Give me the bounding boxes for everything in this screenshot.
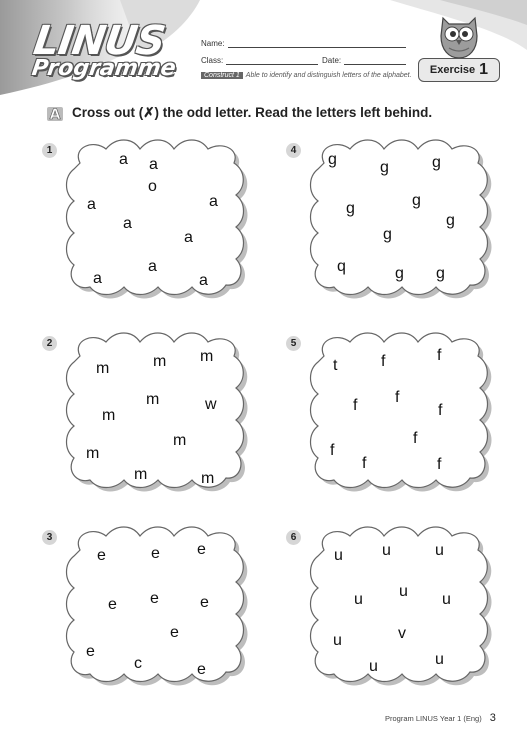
letter-item[interactable]: a [93,270,102,287]
letter-item[interactable]: g [432,154,441,171]
svg-text:A: A [49,107,61,122]
letter-item[interactable]: e [200,594,209,611]
letter-item[interactable]: e [86,643,95,660]
exercise-number: 1 [479,61,489,78]
instruction-text: Cross out (✗) the odd letter. Read the letters left behind. [72,105,433,120]
letter-item[interactable]: g [436,265,445,282]
letter-item[interactable]: f [381,353,386,370]
page-number: 3 [489,712,496,724]
question-number: 3 [42,530,57,545]
letter-item[interactable]: u [442,591,451,608]
question-number: 1 [42,143,57,158]
letter-item[interactable]: m [146,391,160,408]
letter-item[interactable]: e [197,541,206,558]
letter-item[interactable]: e [197,661,206,678]
footer-book-title: Program LINUS Year 1 (Eng) [385,713,482,723]
letter-item[interactable]: t [333,357,338,374]
letter-item[interactable]: u [354,591,363,608]
letter-item[interactable]: f [395,389,400,406]
letter-item[interactable]: a [123,215,132,232]
date-field[interactable] [344,64,406,65]
letter-item[interactable]: m [102,407,116,424]
owl-mascot-icon [437,14,481,60]
name-label: Name: [201,39,225,48]
letter-item[interactable]: g [395,265,404,282]
letter-item[interactable]: e [151,545,160,562]
letter-item[interactable]: u [333,632,342,649]
letter-cloud [306,330,492,494]
letter-item[interactable]: g [380,159,389,176]
letter-item[interactable]: g [412,192,421,209]
linus-logo [16,10,178,81]
logo-line1: LINUS [30,18,168,64]
letter-item[interactable]: m [134,466,148,483]
letter-item[interactable]: g [446,212,455,229]
letter-item[interactable]: m [200,348,214,365]
letter-item[interactable]: e [108,596,117,613]
letter-item[interactable]: a [119,151,128,168]
letter-item[interactable]: q [337,258,346,275]
letter-item[interactable]: e [150,590,159,607]
letter-item[interactable]: c [134,655,142,672]
exercise-badge [418,58,500,82]
letter-item[interactable]: m [86,445,100,462]
instruction [46,104,432,122]
question-number: 5 [286,336,301,351]
question-number: 2 [42,336,57,351]
letter-item[interactable]: e [97,547,106,564]
letter-item[interactable]: u [334,547,343,564]
letter-item[interactable]: f [330,442,335,459]
letter-item[interactable]: f [413,430,418,447]
letter-item[interactable]: f [437,347,442,364]
letter-item[interactable]: f [353,397,358,414]
page-footer [385,712,496,724]
letter-item[interactable]: m [201,470,215,487]
class-field[interactable] [226,64,318,65]
question-number: 4 [286,143,301,158]
letter-item[interactable]: u [369,658,378,675]
letter-item[interactable]: a [87,196,96,213]
exercise-label: Exercise [429,64,476,76]
letter-item[interactable]: g [346,200,355,217]
letter-item[interactable]: u [399,583,408,600]
letter-item[interactable]: u [435,542,444,559]
question-number: 6 [286,530,301,545]
construct-tag: Construct 1 [201,72,243,79]
letter-item[interactable]: e [170,624,179,641]
letter-item[interactable]: m [153,353,167,370]
letter-item[interactable]: f [362,455,367,472]
A-section-icon [46,104,66,122]
letter-item[interactable]: m [173,432,187,449]
letter-item[interactable]: f [437,456,442,473]
letter-item[interactable]: a [209,193,218,210]
letter-item[interactable]: o [148,178,157,195]
letter-item[interactable]: u [435,651,444,668]
name-field[interactable] [228,47,406,48]
letter-item[interactable]: f [438,402,443,419]
letter-item[interactable]: g [328,151,337,168]
letter-item[interactable]: a [184,229,193,246]
letter-item[interactable]: a [148,258,157,275]
construct-text: Able to identify and distinguish letters of the alphabet. [245,72,412,79]
letter-item[interactable]: u [382,542,391,559]
letter-item[interactable]: v [398,625,406,642]
letter-item[interactable]: g [383,226,392,243]
construct-note [201,72,412,79]
date-label: Date: [322,56,342,65]
letter-item[interactable]: a [149,156,158,173]
letter-item[interactable]: a [199,272,208,289]
class-label: Class: [201,56,224,65]
letter-item[interactable]: w [205,396,217,413]
letter-item[interactable]: m [96,360,110,377]
logo-line2: Programme [30,56,178,81]
